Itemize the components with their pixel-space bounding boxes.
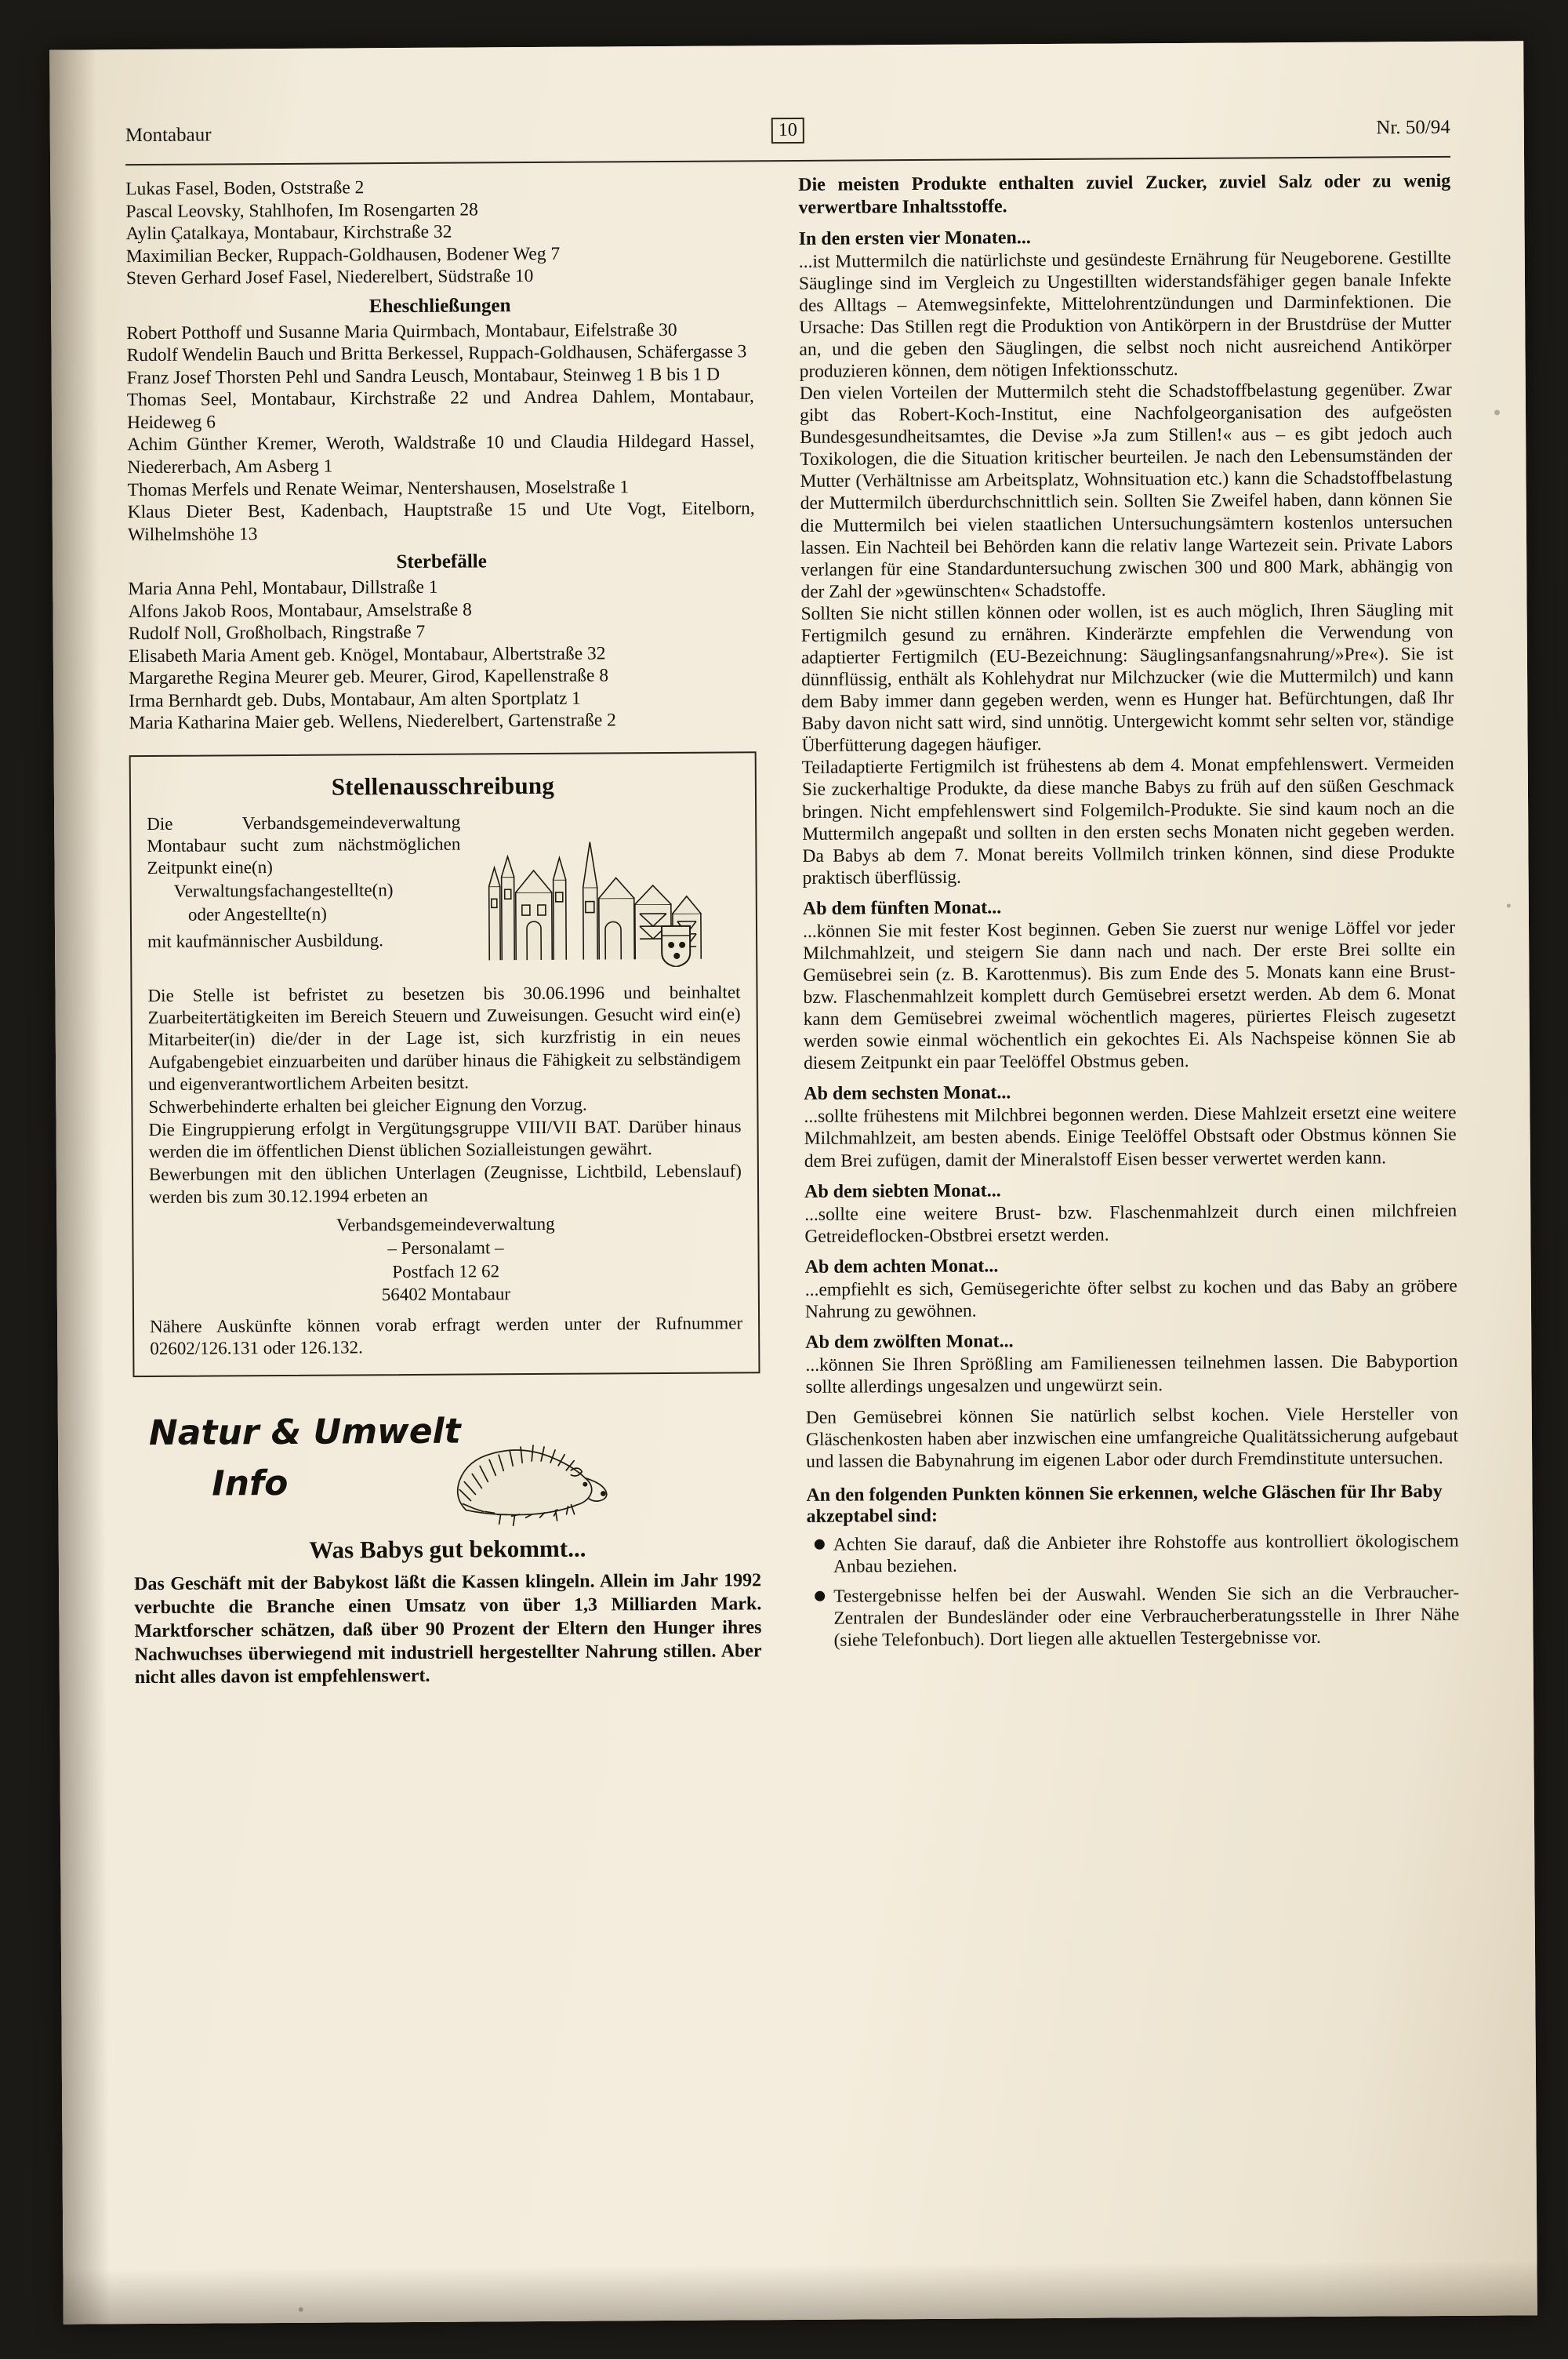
job-ad-body [147,981,742,1208]
list-item [807,1581,1459,1651]
job-ad-paragraph: Bewerbungen mit den üblichen Unterlagen (Zeugnisse, Lichtbild, Lebenslauf) werden bis zum 30.12.1994 erbeten an [148,1161,742,1207]
list-item: Rudolf Wendelin Bauch und Britta Berkessel, Ruppach-Goldhausen, Schäfergasse 3 [126,341,747,366]
paragraph: ...können Sie Ihren Sprößling am Familienessen teilnehmen lassen. Die Babyportion sollte allerdings ungesalzen und ungewürzt sein. [805,1350,1458,1398]
nature-title-line1: Natur & Umwelt [148,1412,461,1454]
job-ad-paragraph: Die Eingruppierung erfolgt in Vergütungsgruppe VIII/VII BAT. Darüber hinaus werden die im öffentlichen Dienst üblichen Sozialleistungen gewährt. [148,1116,742,1162]
paragraph: ...empfiehlt es sich, Gemüsegerichte öfter selbst zu kochen und das Baby an gröbere Nahrung zu gewöhnen. [804,1275,1457,1322]
two-column-layout [125,170,1460,1690]
address-line: 56402 Montabaur [381,1284,511,1305]
paper-speck [1494,409,1500,415]
list-item: Franz Josef Thorsten Pehl und Sandra Leusch, Montabaur, Steinweg 1 B bis 1 D [126,364,720,389]
section-heading: Ab dem zwölften Monat... [805,1331,1014,1353]
job-ad-footer: Nähere Auskünfte können vorab erfragt werden unter der Rufnummer 02602/126.131 oder 126.132. [150,1313,743,1359]
section-heading: In den ersten vier Monaten... [798,227,1031,249]
list-item: Lukas Fasel, Boden, Oststraße 2 [125,177,365,200]
nature-article-heading: Was Babys gut bekommt... [309,1535,586,1565]
job-ad-paragraph: Die Stelle ist befristet zu besetzen bis 30.06.1996 und beinhaltet Zuarbeitertätigkeiten im Bereich Steuern und Zuweisungen. Gesucht wird ein(e) Mitarbeiter(in) die/der in der Lage ist, sich kurzfristig in ein neues Aufgabengebiet einzuarbeiten und darüber hinaus die Fähigkeit zu selbständigem und eigenverantwortlichem Arbeiten besitzt. [147,982,742,1094]
nature-article-lead: Das Geschäft mit der Babykost läßt die Kassen klingeln. Allein im Jahr 1992 verbuchte die Branche einen Umsatz von über 1,3 Milliarden Mark. Marktforscher schätzen, daß über 90 Prozent der Eltern den Hunger ihres Nachwuchses überwiegend mit industriell hergestellter Nahrung stillen. Aber nicht alles davon ist empfehlenswert. [134,1570,762,1688]
page-edge-shadow-bottom [63,2260,1537,2324]
newspaper-page [49,41,1537,2324]
left-column [125,174,762,1690]
paragraph: Sollten Sie nicht stillen können oder wollen, ist es auch möglich, Ihren Säugling mit Fertigmilch gesund zu ernähren. Kinderärzte empfehlen die Verwendung von adaptierter Fertigmilch (EU-Bezeichnung: Säuglingsanfangsnahrung/»Pre«). Sie ist dünnflüssig, enthält als Kohlehydrat nur Milchzucker (wie die Muttermilch) und kann dem Baby immer dann gegeben werden, wenn es Hunger hat. Befürchtungen, daß Ihr Baby davon nicht satt wird, sind unnötig. Untergewicht kommt sehr selten vor, ständige Überfütterung dagegen häufiger. [800,599,1454,757]
job-ad-qualification: mit kaufmännischer Ausbildung. [147,930,384,952]
section-heading-deaths: Sterbefälle [396,551,487,573]
right-intro-bold: Die meisten Produkte enthalten zuviel Zucker, zuviel Salz oder zu wenig verwertbare Inhaltsstoffe. [798,170,1451,218]
page-content [125,114,1460,1690]
job-ad-position-line1: Verwaltungsfachangestellte(n) [173,880,394,901]
nature-title-line2: Info [212,1463,289,1504]
section-heading: Ab dem siebten Monat... [804,1180,1001,1202]
job-ad-paragraph: Schwerbehinderte erhalten bei gleicher Eignung den Vorzug. [148,1094,587,1117]
job-ad-title: Stellenausschreibung [331,771,555,801]
list-item: Irma Bernhardt geb. Dubs, Montabaur, Am alten Sportplatz 1 [129,688,581,712]
list-item: Alfons Jakob Roos, Montabaur, Amselstraße 8 [128,599,472,622]
job-advertisement-box [129,751,760,1377]
list-item: Thomas Merfels und Renate Weimar, Nentershausen, Moselstraße 1 [127,476,630,500]
section-heading: Ab dem fünften Monat... [802,897,1002,919]
recommendation-bullet-list [807,1530,1460,1651]
town-skyline-illustration [465,810,724,972]
right-column [798,170,1460,1686]
job-ad-position-line2: oder Angestellte(n) [187,903,327,925]
bullet-dot-icon [807,1534,833,1578]
paragraph: Den vielen Vorteilen der Muttermilch steht die Schadstoffbelastung gegenüber. Zwar gibt das Robert-Koch-Institut, eine Nachfolgeorganisation des aufgeösten Bundesgesundheitsamtes, die Devise »Ja zum Stillen!« aus – es gibt jedoch auch Toxikologen, die die Situation kritischer beurteilen. Je nach den Lebensumständen der Mutter (Verhältnisse am Arbeitsplatz, Wohnsituation etc.) kann die Schadstoffbelastung der Muttermilch überdurchschnittlich sein. Sollten Sie Zweifel haben, dann können Sie die Muttermilch bei vielen staatlichen Untersuchungsämtern kostenlos untersuchen lassen. Ein Nachteil bei Behörden kann die relativ lange Wartezeit sein. Private Labors verlangen für eine Standarduntersuchung zwischen 300 und 800 Mark, abhängig von der Zahl der »gewünschten« Schadstoffe. [799,379,1454,602]
list-item: Maria Katharina Maier geb. Wellens, Niederelbert, Gartenstraße 2 [129,710,616,734]
list-item: Margarethe Regina Meurer geb. Meurer, Girod, Kapellenstraße 8 [128,665,609,689]
list-item: Aylin Çatalkaya, Montabaur, Kirchstraße 32 [125,221,452,245]
address-line: Postfach 12 62 [392,1260,500,1281]
address-line: Verbandsgemeindeverwaltung [336,1213,555,1235]
header-issue: Nr. 50/94 [1376,116,1450,139]
page-header [125,114,1450,162]
list-item: Achim Günther Kremer, Weroth, Waldstraße 10 und Claudia Hildegard Hassel, Niedererbach, Am Asberg 1 [127,431,755,478]
bullet-text: Testergebnisse helfen bei der Auswahl. Wenden Sie sich an die Verbraucher-Zentralen der Bundesländer oder eine Verbraucherberatungsstelle in Ihrer Nähe (siehe Telefonbuch). Dort liegen alle aktuellen Testergebnisse vor. [833,1582,1460,1651]
marriages-list [126,318,755,546]
paper-speck [1507,903,1511,907]
paragraph: ...können Sie mit fester Kost beginnen. Geben Sie zuerst nur wenige Löffel vor jeder Milchmahlzeit, und steigern Sie dann nach und nach. Der erste Brei sollte ein Gemüsebrei sein (z. B. Karottenmus). Bis zum Ende des 5. Monats kann eine Brust- bzw. Flaschenmahlzeit komplett durch Gemüsebrei ersetzt werden. Ab dem 6. Monat kann dem Gemüsebrei zweimal wöchentlich mageres, püriertes Fleisch zugesetzt werden sowie einmal wöchentlich ein gekochtes Ei. Als Nachspeise können Sie ab diesem Zeitpunkt ein paar Teelöffel Obstmus geben. [802,917,1456,1074]
list-item: Robert Potthoff und Susanne Maria Quirmbach, Montabaur, Eifelstraße 30 [126,319,677,343]
paragraph: ...ist Muttermilch die natürlichste und gesündeste Ernährung für Neugeborene. Gestillte Säuglinge sind im Vergleich zu Ungestillten widerstandsfähiger gegen banale Infekte des Alltags – Atemwegsinfekte, Mittelohrentzündungen und Darminfektionen. Die Ursache: Das Stillen regt die Produktion von Antikörpern in der Brustdrüse der Mutter an, und die geben den Säuglingen, die selbst noch nicht ausreichend Antikörper produzieren können, dem nötigen Infektionsschutz. [798,247,1452,382]
section-heading-marriages: Eheschließungen [368,294,511,318]
births-list [125,174,753,290]
list-item: Maximilian Becker, Ruppach-Goldhausen, Bodener Weg 7 [125,243,561,267]
list-item [807,1530,1459,1578]
section-heading: Ab dem sechsten Monat... [804,1082,1011,1105]
list-item: Maria Anna Pehl, Montabaur, Dillstraße 1 [128,576,438,600]
job-ad-intro: Die Verbandsgemeindeverwaltung Montabaur sucht zum nächstmöglichen Zeitpunkt eine(n) [147,812,461,878]
job-ad-top-text [147,812,461,974]
list-item: Pascal Leovsky, Stahlhofen, Im Rosengarten 28 [125,198,478,222]
list-item: Steven Gerhard Josef Fasel, Niederelbert, Südstraße 10 [125,266,534,289]
paragraph: ...sollte eine weitere Brust- bzw. Flaschenmahlzeit durch einen milchfreien Getreideflocken-Obstbrei ersetzt werden. [804,1200,1457,1247]
list-item: Elisabeth Maria Ament geb. Knögel, Montabaur, Albertstraße 32 [128,643,606,667]
deaths-list [128,574,756,735]
list-item: Rudolf Noll, Großholbach, Ringstraße 7 [128,622,426,645]
nature-section-header [133,1410,761,1532]
paragraph: Teiladaptierte Fertigmilch ist frühestens ab dem 4. Monat empfehlenswert. Vermeiden Sie zuckerhaltige Produkte, da diese manche Babys zu früh auf den süßen Geschmack bringen. Nicht empfehlenswert sind Folgemilch-Produkte. Sie sind kaum noch an die Muttermilch angepaßt und sollten in den ersten sechs Monaten nicht gegeben werden. Da Babys ab dem 7. Monat bereits Vollmilch trinken können, sind diese Produkte praktisch überflüssig. [801,754,1455,889]
list-item: Thomas Seel, Montabaur, Kirchstraße 22 und Andrea Dahlem, Montabaur, Heideweg 6 [126,386,754,434]
bullet-dot-icon [807,1585,834,1651]
hedgehog-icon [439,1422,620,1532]
paper-speck [299,2307,303,2312]
paragraph: ...sollte frühestens mit Milchbrei begonnen werden. Diese Mahlzeit ersetzt eine weitere Milchmahlzeit, am besten abends. Einige Teelöffel Obstsaft oder Obstmus können Sie dem Brei zufügen, damit der Mineralstoff Eisen besser verwertet werden kann. [804,1103,1457,1172]
page-number-badge: 10 [771,118,804,144]
job-ad-address [149,1211,742,1308]
bullet-text: Achten Sie darauf, daß die Anbieter ihre Rohstoffe aus kontrolliert ökologischem Anbau beziehen. [833,1531,1459,1578]
header-place: Montabaur [125,124,212,147]
list-item: Klaus Dieter Best, Kadenbach, Hauptstraße 15 und Ute Vogt, Eitelborn, Wilhelmshöhe 13 [127,498,755,545]
job-ad-top [147,809,740,974]
paragraph: Den Gemüsebrei können Sie natürlich selbst kochen. Viele Hersteller von Gläschenkosten haben aber inzwischen eine umfangreiche Qualitätssicherung aufgebaut und lassen die Babynahrung im eigenen Labor oder durch Fremdinstitute untersuchen. [805,1403,1459,1473]
closing-bold-heading: An den folgenden Punkten können Sie erkennen, welche Gläschen für Ihr Baby akzeptabel sind: [806,1481,1443,1528]
section-heading: Ab dem achten Monat... [804,1256,999,1278]
address-line: – Personalamt – [387,1237,504,1258]
